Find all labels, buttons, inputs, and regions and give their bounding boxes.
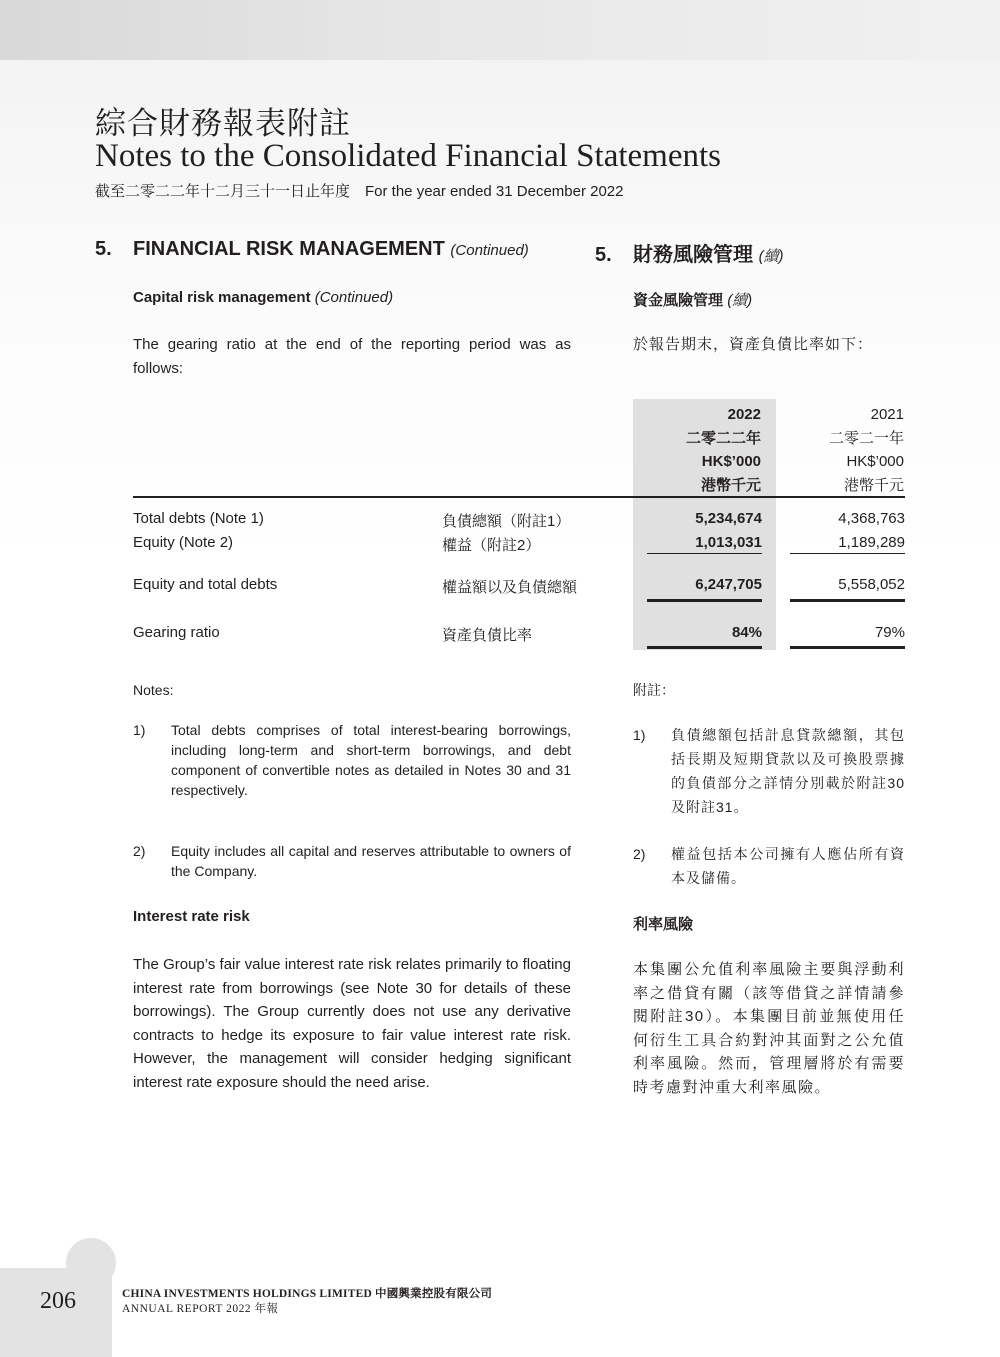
section-heading-en: [95, 238, 529, 261]
row-label-equity-and-debts-zh: 權益額以及負債總額: [442, 579, 578, 596]
capital-heading-zh: [633, 289, 752, 310]
row-label-equity-and-debts: Equity and total debts: [133, 576, 278, 593]
cell-total-debts-2021: 4,368,763: [838, 510, 905, 527]
section-continued-en: (Continued): [450, 242, 529, 259]
capital-title-zh: 資金風險管理: [633, 292, 724, 309]
subtotal-rule-2022: [647, 553, 762, 554]
row-label-total-debts-zh: 負債總額（附註1）: [442, 513, 571, 530]
note-2-en: [133, 841, 571, 881]
note-1-text: Total debts comprises of total interest-bearing borrowings, including long-term and short-term borrowings, and debt component of convertible notes as detailed in Notes 30 and 31 respectively.: [171, 722, 571, 798]
note-1-zh: [633, 723, 905, 819]
capital-intro-en: The gearing ratio at the end of the reporting period was as follows:: [133, 336, 571, 377]
table-header-rule: [133, 496, 905, 498]
capital-continued-zh: (續): [727, 292, 753, 309]
row-label-gearing-ratio: Gearing ratio: [133, 624, 220, 641]
row-label-total-debts: Total debts (Note 1): [133, 510, 264, 527]
section-number: 5.: [95, 238, 112, 260]
interest-body-zh: 本集團公允值利率風險主要與浮動利率之借貸有關（該等借貸之詳情請參閱附註30）。本集團目前並無使用任何衍生工具合約對沖其面對之公允值利率風險。然而，管理層將於有需要時考慮對沖重大利率風險。: [633, 961, 905, 1096]
note-2-zh: [633, 842, 905, 890]
interest-body-en: The Group’s fair value interest rate risk relates primarily to floating interest rate from borrowings (see Note 30 for details of these borrowings). The Group currently does not use any derivative contracts to hedge its exposure to fair value interest rate risk. However, the management will consider hedging significant interest rate exposure should the need arise.: [133, 956, 571, 1091]
note-1-number: 1): [133, 722, 146, 738]
total-rule-2022: [647, 599, 762, 602]
cell-equity-2021: 1,189,289: [838, 534, 905, 551]
cell-equity-and-debts-2021: 5,558,052: [838, 576, 905, 593]
footer-company-name: CHINA INVESTMENTS HOLDINGS LIMITED 中國興業控股有限公司: [122, 1288, 493, 1300]
note-1-number-zh: 1): [633, 727, 646, 743]
page-subtitle: 截至二零二二年十二月三十一日止年度 For the year ended 31 December 2022: [95, 183, 624, 200]
section-title-zh: 財務風險管理: [633, 244, 753, 266]
page-number: 206: [40, 1288, 76, 1314]
section-number-zh: 5.: [595, 244, 612, 266]
note-2-text: Equity includes all capital and reserves attributable to owners of the Company.: [171, 843, 571, 879]
col-2021-year: 2021: [870, 406, 904, 423]
capital-intro-zh: 於報告期末，資產負債比率如下：: [633, 336, 874, 353]
subtotal-rule-2021: [790, 553, 905, 554]
note-2-number-zh: 2): [633, 846, 646, 862]
notes-heading-en: Notes:: [133, 682, 174, 698]
total-rule-2021: [790, 599, 905, 602]
col-header-2021: [776, 403, 904, 497]
top-banner: [0, 0, 1000, 60]
section-title-en: FINANCIAL RISK MANAGEMENT: [133, 238, 445, 260]
cell-gearing-ratio-2022: 84%: [731, 624, 762, 641]
col-header-2022: [633, 403, 761, 497]
capital-heading-en: [133, 289, 393, 306]
capital-continued-en: (Continued): [314, 289, 394, 306]
row-label-gearing-ratio-zh: 資產負債比率: [442, 627, 533, 644]
footer-report-name: ANNUAL REPORT 2022 年報: [122, 1303, 279, 1315]
footer-decoration-circle: [66, 1238, 116, 1288]
section-heading-zh: [595, 238, 784, 267]
cell-total-debts-2022: 5,234,674: [695, 510, 762, 527]
page-title-zh: 綜合財務報表附註: [95, 106, 351, 142]
col-2022-year: 2022: [727, 406, 761, 423]
col-2022-unit: HK$’000: [701, 453, 761, 470]
page-title-en: Notes to the Consolidated Financial Statements: [95, 138, 721, 174]
interest-heading-en: Interest rate risk: [133, 908, 250, 925]
cell-equity-and-debts-2022: 6,247,705: [695, 576, 762, 593]
ratio-rule-2022: [647, 646, 762, 649]
cell-equity-2022: 1,013,031: [695, 534, 762, 551]
col-2021-year-zh: 二零二一年: [828, 429, 904, 447]
section-continued-zh: (續): [758, 248, 784, 265]
interest-heading-zh: 利率風險: [633, 916, 694, 933]
note-1-en: [133, 720, 571, 800]
note-1-text-zh: 負債總額包括計息貸款總額，其包括長期及短期貸款以及可換股票據的負債部分之詳情分別載於附註30及附註31。: [671, 727, 905, 815]
col-2022-unit-zh: 港幣千元: [700, 476, 761, 494]
note-2-text-zh: 權益包括本公司擁有人應佔所有資本及儲備。: [671, 846, 905, 886]
note-2-number: 2): [133, 843, 146, 859]
capital-title-en: Capital risk management: [133, 289, 311, 306]
cell-gearing-ratio-2021: 79%: [874, 624, 905, 641]
col-2021-unit-zh: 港幣千元: [843, 476, 904, 494]
notes-heading-zh: 附註：: [633, 682, 675, 698]
col-2022-year-zh: 二零二二年: [685, 429, 761, 447]
row-label-equity-zh: 權益（附註2）: [442, 537, 541, 554]
col-2021-unit: HK$’000: [846, 453, 904, 470]
ratio-rule-2021: [790, 646, 905, 649]
row-label-equity: Equity (Note 2): [133, 534, 234, 551]
